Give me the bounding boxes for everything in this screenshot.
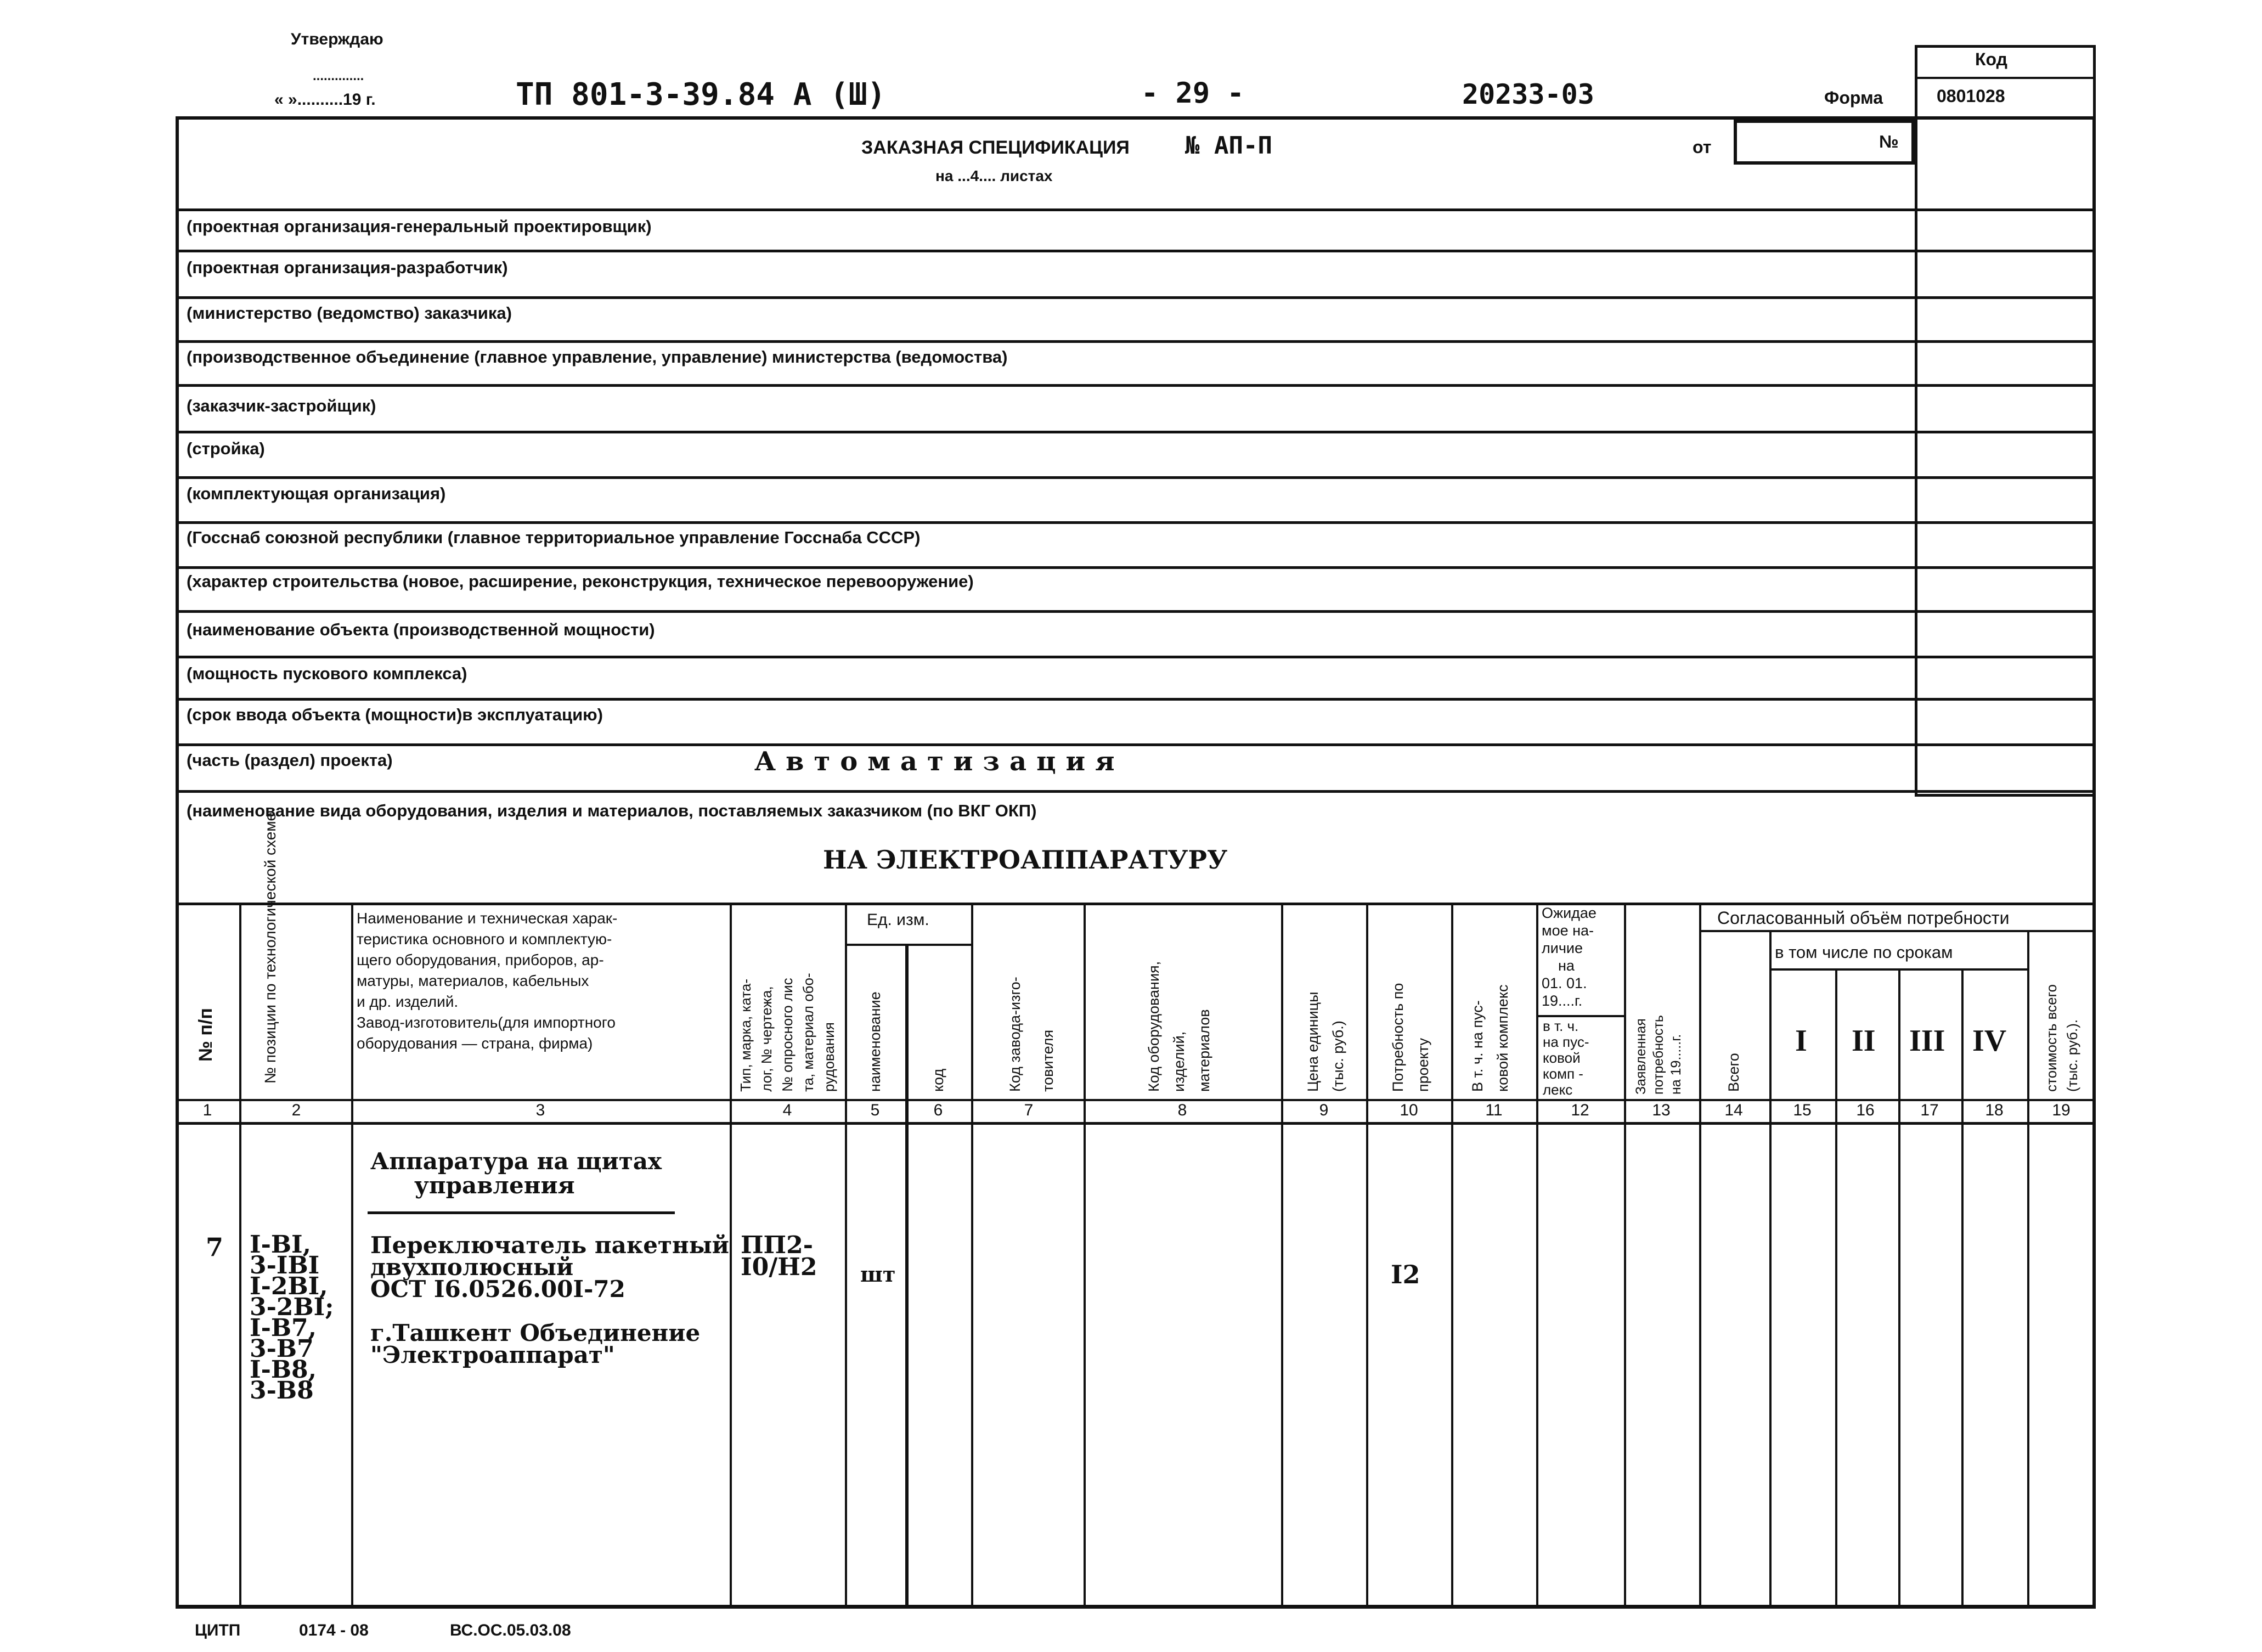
kod-label: Код [1975,49,2007,69]
col-equipment-code-header [1141,961,1217,1092]
col-number: 8 [1177,1101,1187,1119]
row-number: 7 [206,1232,224,1262]
col-number: 11 [1485,1101,1503,1119]
col-price-line: Цена единицы [1305,991,1321,1092]
unit-header: Ед. изм. [867,911,929,929]
col-startup-line: В т. ч. на пус- [1469,1000,1486,1092]
col-cost-header [2041,984,2083,1092]
col-type-header [735,973,839,1092]
col-name-line: и др. изделий. [357,993,459,1010]
col-name-line: Наименование и техническая харак- [357,910,618,927]
type-line: I0/H2 [741,1253,817,1281]
col-expected-line: 01. 01. [1542,975,1587,991]
field-completing-org: (комплектующая организация) [187,484,446,503]
col-name-line: Завод-изготовитель(для импортного [357,1014,616,1031]
item-line: двухполюсный [370,1254,574,1281]
col-startup-line: ковой комплекс [1494,984,1511,1092]
col-number: 15 [1793,1101,1812,1119]
col-number: 18 [1985,1101,2004,1119]
col-number: 19 [2052,1101,2071,1119]
approve-label: Утверждаю [291,30,383,48]
item-quantity: I2 [1391,1260,1420,1289]
group-title-line: Аппаратура на щитах [370,1148,662,1175]
quarter-1-header: I [1795,1024,1807,1058]
col-type-line: лог, № чертежа, [758,986,775,1092]
col-cost-line: (тыс. руб.). [2064,1019,2080,1092]
maker-line: г.Ташкент Объединение [370,1320,701,1346]
col-demand-line: проекту [1415,1038,1431,1092]
document-code: ТП 801-3-39.84 А (Ш) [516,77,886,112]
approve-date: « »..........19 г. [274,91,376,109]
quarter-4-header: IV [1972,1024,2007,1058]
col-unit-name-header: наименование [867,991,883,1092]
col-declared-header [1632,1015,1685,1095]
col-number: 6 [933,1101,943,1119]
quarter-3-header: III [1909,1024,1945,1058]
col-number: 9 [1319,1101,1329,1119]
col-expected-startup-line: лекс [1543,1081,1573,1098]
item-description [370,1232,729,1303]
col-cost-line: стоимость всего [2043,984,2060,1092]
maker-line: "Электроаппарат" [370,1341,615,1368]
position-line: I-B7, [250,1314,317,1342]
field-project-part: (часть (раздел) проекта) [187,751,393,770]
col-expected-header [1542,904,1597,1010]
col-startup-header [1465,985,1515,1092]
col-equipment-code-line: Код оборудования, [1146,961,1162,1092]
item-manufacturer [370,1322,700,1366]
field-startup-capacity: (мощность пускового комплекса) [187,664,467,683]
col-expected-line: личие [1542,940,1583,956]
item-line: Переключатель пакетный [370,1232,729,1259]
col-price-header [1300,991,1351,1092]
col-row-number-header: № п/п [195,1008,216,1062]
col-expected-line: Ожидае [1542,905,1597,921]
col-expected-startup-header [1543,1018,1589,1098]
col-number: 17 [1920,1101,1939,1119]
col-name-line: оборудования — страна, фирма) [357,1035,593,1052]
col-number: 12 [1571,1101,1589,1119]
col-equipment-code-line: изделий, [1171,1031,1187,1092]
field-gossnab: (Госснаб союзной республики (главное территориальное управление Госснаба СССР) [187,528,921,547]
document-number: 20233-03 [1462,78,1594,110]
position-line: I-BI, [250,1231,311,1259]
col-name-line: теристика основного и комплектую- [357,931,612,948]
col-expected-line: 19....г. [1542,993,1583,1009]
col-total-header: Всего [1725,1053,1742,1092]
col-number: 7 [1024,1101,1034,1119]
col-expected-startup-line: на пус- [1543,1034,1589,1050]
project-part-value: Автоматизация [754,746,1125,777]
group-title-line: управления [414,1172,575,1199]
kod-value: 0801028 [1937,86,2005,106]
agreed-volume-header: Согласованный объём потребности [1717,908,2010,928]
col-number: 5 [870,1101,880,1119]
col-number: 16 [1856,1101,1875,1119]
sheets-count: на ...4.... листах [935,167,1053,184]
kod-box [1915,45,2096,797]
position-line: 3-IBI [250,1251,320,1279]
field-construction-type: (характер строительства (новое, расширение, реконструкция, техническое перевооружение) [187,572,974,591]
position-line: 3-B8 [250,1377,314,1405]
by-terms-header: в том числе по срокам [1775,943,1953,962]
col-expected-startup-line: в т. ч. [1543,1018,1579,1034]
col-number: 3 [535,1101,545,1119]
quarter-2-header: II [1852,1024,1876,1058]
item-unit: шт [860,1262,896,1287]
position-line: I-2BI, [250,1272,328,1300]
col-number: 14 [1724,1101,1743,1119]
col-position-label: № позиции по технологической схеме [262,812,279,1084]
col-name-line: матуры, материалов, кабельных [357,972,589,989]
spec-title: ЗАКАЗНАЯ СПЕЦИФИКАЦИЯ [861,137,1130,158]
col-number: 4 [782,1101,792,1119]
field-production-union: (производственное объединение (главное управление, управление) министерства (ведомоства) [187,347,1008,367]
col-number: 2 [291,1101,301,1119]
form-label: Форма [1824,88,1883,108]
number-label: № [1879,132,1899,151]
type-line: ПП2- [741,1231,813,1259]
footer-code-1: 0174 - 08 [299,1621,369,1639]
col-demand-line: Потребность по [1390,983,1406,1092]
col-type-line: Тип, марка, ката- [737,978,754,1092]
col-number: 1 [202,1101,212,1119]
position-line: 3-B7 [250,1335,314,1363]
col-expected-line: на [1558,957,1575,974]
col-name-header [357,908,617,1054]
col-price-line: (тыс. руб.) [1330,1020,1346,1092]
item-type [741,1231,817,1281]
group-title [370,1149,662,1198]
col-maker-code-line: Код завода-изго- [1007,977,1023,1092]
field-developer: (проектная организация-разработчик) [187,258,508,277]
item-line: ОСТ I6.0526.00I-72 [370,1276,625,1303]
field-customer: (заказчик-застройщик) [187,396,376,415]
equipment-type-label: (наименование вида оборудования, изделия и материалов, поставляемых заказчиком (по ВКГ ОКП) [187,801,1037,820]
position-line: I-B8, [250,1356,317,1384]
col-declared-line: Заявленная [1633,1018,1649,1095]
row-positions [250,1231,334,1405]
group-title-underline [368,1211,675,1214]
col-expected-startup-line: комп - [1543,1065,1583,1082]
col-unit-code-header: код [930,1068,946,1092]
col-type-line: рудования [821,1022,837,1092]
col-type-line: та, материал обо- [800,973,816,1092]
equipment-type-value: НА ЭЛЕКТРОАППАРАТУРУ [823,845,1228,875]
col-number: 10 [1400,1101,1418,1119]
field-commissioning-date: (срок ввода объекта (мощности)в эксплуатацию) [187,705,603,724]
page-number: - 29 - [1141,77,1244,110]
col-name-line: щего оборудования, приборов, ар- [357,951,604,968]
col-number: 13 [1652,1101,1671,1119]
col-expected-startup-line: ковой [1543,1050,1581,1066]
position-line: 3-2BI; [250,1293,334,1321]
col-maker-code-header [999,977,1064,1092]
approve-dots: .............. [313,69,364,83]
col-expected-line: мое на- [1542,922,1594,939]
col-position-header [261,813,280,1084]
col-demand-header [1385,983,1436,1092]
col-declared-line: на 19.....г. [1668,1034,1684,1095]
col-type-line: № опросного лис [779,978,796,1092]
spec-number: № АП-П [1185,132,1272,160]
col-equipment-code-line: материалов [1196,1009,1212,1092]
field-object-name: (наименование объекта (производственной мощности) [187,620,655,639]
field-general-designer: (проектная организация-генеральный проектировщик) [187,217,652,236]
footer-code-2: ВС.ОС.05.03.08 [450,1621,571,1639]
field-construction: (стройка) [187,439,265,458]
col-declared-line: потребность [1651,1015,1666,1095]
col-maker-code-line: товителя [1040,1029,1056,1092]
field-ministry: (министерство (ведомство) заказчика) [187,303,512,323]
from-label: от [1693,137,1712,157]
footer-org: ЦИТП [195,1621,241,1639]
